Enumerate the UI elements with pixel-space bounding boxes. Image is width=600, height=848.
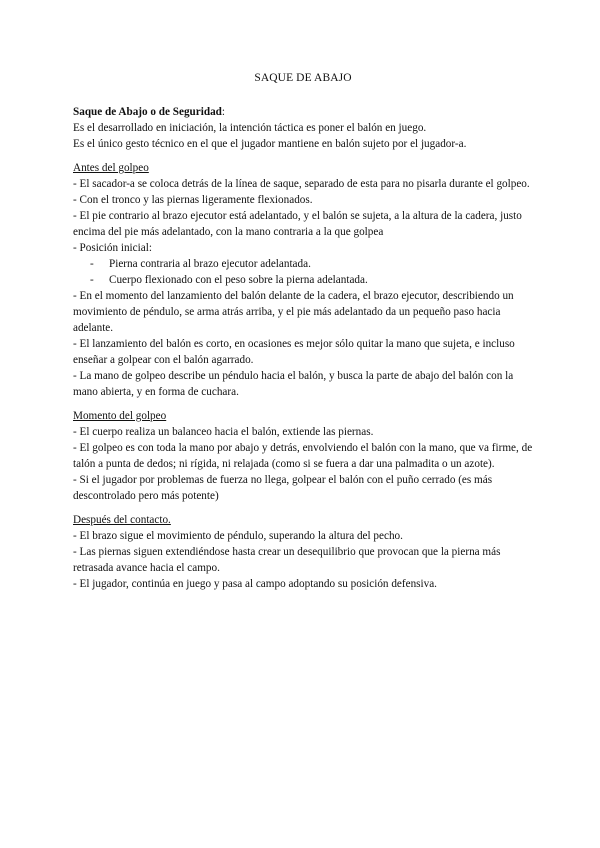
section-heading: Momento del golpeo xyxy=(73,410,167,422)
intro-line: Es el desarrollado en iniciación, la intención táctica es poner el balón en juego. xyxy=(73,122,427,134)
document-title: SAQUE DE ABAJO xyxy=(254,72,352,84)
list-marker: - xyxy=(90,258,94,270)
paragraph: - El golpeo es con toda la mano por abajo y detrás, envolviendo el balón con la mano, que va firme, de talón a punta de dedos; ni rígida, ni relajada (como si se fuera a dar una palmadita o un azote). xyxy=(73,442,533,470)
paragraph: - El brazo sigue el movimiento de péndulo, superando la altura del pecho. xyxy=(73,530,403,542)
paragraph: - El cuerpo realiza un balanceo hacia el balón, extiende las piernas. xyxy=(73,426,374,438)
intro-heading-colon: : xyxy=(221,106,225,118)
paragraph: - La mano de golpeo describe un péndulo hacia el balón, y busca la parte de abajo del balón con la mano abierta, y en forma de cuchara. xyxy=(73,370,514,398)
paragraph: - El sacador-a se coloca detrás de la línea de saque, separado de esta para no pisarla durante el golpeo. xyxy=(73,178,530,190)
paragraph: - El jugador, continúa en juego y pasa al campo adoptando su posición defensiva. xyxy=(73,578,437,590)
section-heading: Después del contacto. xyxy=(73,514,171,526)
intro-block xyxy=(73,104,533,152)
sub-list xyxy=(73,256,533,288)
sub-list-item xyxy=(73,256,533,272)
section-antes-del-golpeo xyxy=(73,160,533,400)
paragraph: - El lanzamiento del balón es corto, en ocasiones es mejor sólo quitar la mano que sujeta, e incluso enseñar a golpear con el balón agarrado. xyxy=(73,338,515,366)
list-marker: - xyxy=(90,274,94,286)
document-page xyxy=(73,70,533,592)
paragraph: - El pie contrario al brazo ejecutor está adelantado, y el balón se sujeta, a la altura de la cadera, justo encima del pie más adelantado, con la mano contraria a la que golpea xyxy=(73,210,522,238)
sub-list-item-text: Cuerpo flexionado con el peso sobre la pierna adelantada. xyxy=(109,274,368,286)
intro-line: Es el único gesto técnico en el que el jugador mantiene en balón sujeto por el jugador-a. xyxy=(73,138,467,150)
paragraph: - Si el jugador por problemas de fuerza no llega, golpear el balón con el puño cerrado (es más descontrolado pero más potente) xyxy=(73,474,493,502)
intro-heading-text: Saque de Abajo o de Seguridad xyxy=(73,106,222,118)
section-heading: Antes del golpeo xyxy=(73,162,149,174)
section-despues-del-contacto xyxy=(73,512,533,592)
paragraph: - Las piernas siguen extendiéndose hasta crear un desequilibrio que provocan que la pierna más retrasada avance hacia el campo. xyxy=(73,546,501,574)
intro-heading xyxy=(73,104,533,120)
sub-list-item-text: Pierna contraria al brazo ejecutor adelantada. xyxy=(109,258,311,270)
paragraph: - En el momento del lanzamiento del balón delante de la cadera, el brazo ejecutor, describiendo un movimiento de péndulo, se arma atrás arriba, y el pie más adelantado da un pequeño paso hacia adelante. xyxy=(73,290,514,334)
sub-list-item xyxy=(73,272,533,288)
section-momento-del-golpeo xyxy=(73,408,533,504)
paragraph: - Posición inicial: xyxy=(73,242,152,254)
paragraph: - Con el tronco y las piernas ligeramente flexionados. xyxy=(73,194,313,206)
